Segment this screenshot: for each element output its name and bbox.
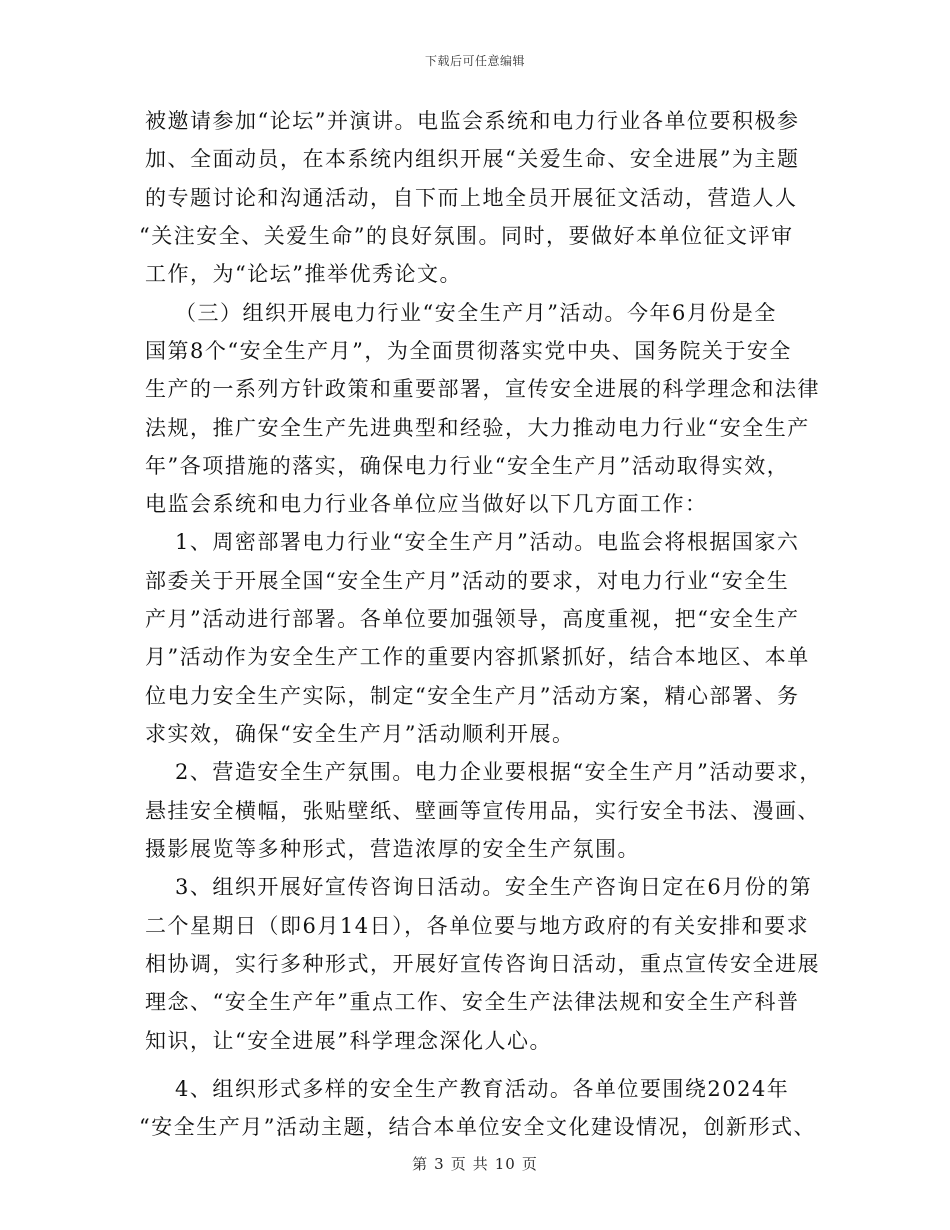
text-line: 年”各项措施的落实，确保电力行业“安全生产月”活动取得实效， [145,454,790,478]
text-line: 加、全面动员，在本系统内组织开展“关爱生命、安全进展”为主题 [145,147,800,171]
text-line: 位电力安全生产实际，制定“安全生产月”活动方案，精心部署、务 [145,684,800,708]
total-pages-number: 10 [494,1155,516,1173]
text-line: 月”活动作为安全生产工作的重要内容抓紧抓好，结合本地区、本单 [145,645,810,669]
page-header: 下载后可任意编辑 [424,54,525,68]
page-number-prefix: 第 [412,1155,429,1173]
text-line: 部委关于开展全国“安全生产月”活动的要求，对电力行业“安全生 [145,569,790,593]
text-line: 理念、“安全生产年”重点工作、安全生产法律法规和安全生产科普 [145,990,800,1014]
text-line: 2、营造安全生产氛围。电力企业要根据“安全生产月”活动要求， [175,760,822,784]
text-line: 1、周密部署电力行业“安全生产月”活动。电监会将根据国家六 [175,530,800,554]
text-line: 知识，让“安全进展”科学理念深化人心。 [145,1029,552,1053]
text-line: （三）组织开展电力行业“安全生产月”活动。今年6月份是全 [175,301,777,325]
total-pages-prefix: 共 [472,1155,489,1173]
text-line: 电监会系统和电力行业各单位应当做好以下几方面工作： [145,492,708,516]
text-line: 生产的一系列方针政策和重要部署，宣传安全进展的科学理念和法律 [145,377,820,401]
current-page-number: 3 [434,1155,445,1173]
text-line: 二个星期日（即6月14日），各单位要与地方政府的有关安排和要求 [145,914,810,938]
text-line: 相协调，实行多种形式，开展好宣传咨询日活动，重点宣传安全进展 [145,952,820,976]
text-line: 摄影展览等多种形式，营造浓厚的安全生产氛围。 [145,837,640,861]
text-line: 悬挂安全横幅，张贴壁纸、壁画等宣传用品，实行安全书法、漫画、 [145,799,820,823]
text-line: 法规，推广安全生产先进典型和经验，大力推动电力行业“安全生产 [145,416,810,440]
text-line: 求实效，确保“安全生产月”活动顺利开展。 [145,722,575,746]
page-footer [0,1153,950,1174]
total-pages-unit: 页 [521,1155,538,1173]
text-line: 产月”活动进行部署。各单位要加强领导，高度重视，把“安全生产 [145,607,800,631]
text-line: “关注安全、关爱生命”的良好氛围。同时，要做好本单位征文评审 [139,224,794,248]
text-line: 的专题讨论和沟通活动，自下而上地全员开展征文活动，营造人人 [145,186,798,210]
text-line: 4、组织形式多样的安全生产教育活动。各单位要围绕2024年 [175,1077,790,1101]
text-line: 工作，为“论坛”推举优秀论文。 [145,262,462,286]
text-line: 国第8个“安全生产月”，为全面贯彻落实党中央、国务院关于安全 [145,339,792,363]
page-number-unit: 页 [450,1155,467,1173]
text-line: “安全生产月”活动主题，结合本单位安全文化建设情况，创新形式、 [139,1115,816,1139]
text-line: 被邀请参加“论坛”并演讲。电监会系统和电力行业各单位要积极参 [145,109,800,133]
text-line: 3、组织开展好宣传咨询日活动。安全生产咨询日定在6月份的第 [175,875,813,899]
